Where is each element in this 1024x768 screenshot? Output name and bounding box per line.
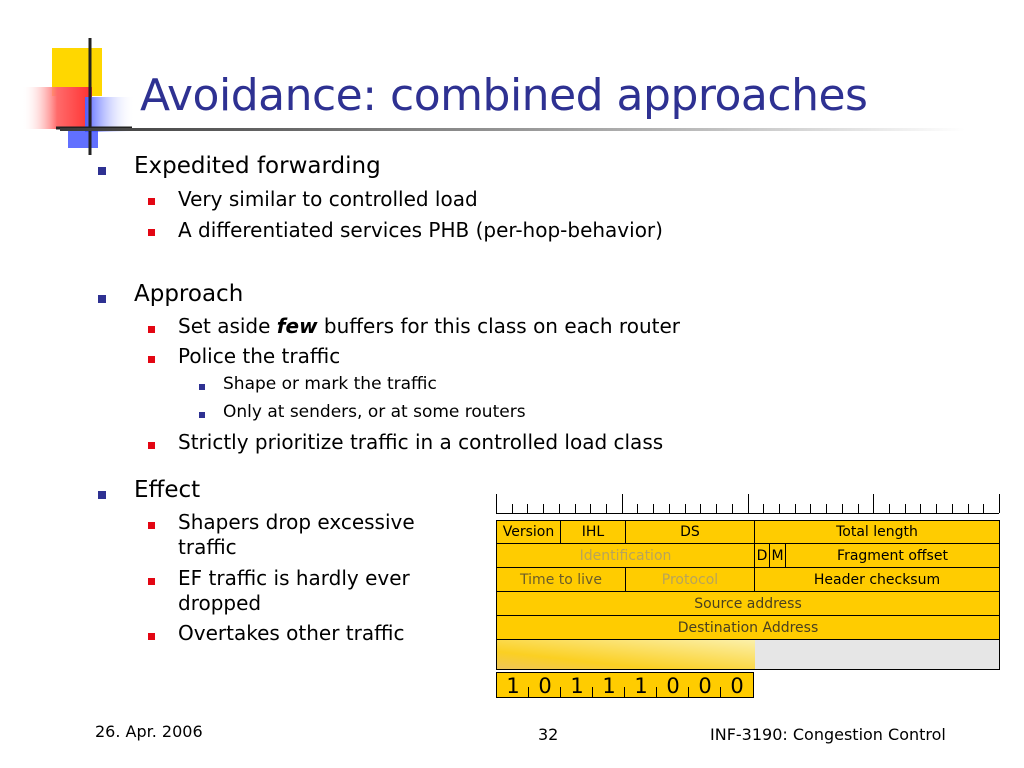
bullet-approach: Approach (134, 281, 244, 307)
header-row-2 (496, 544, 1000, 568)
ruler-tick (527, 504, 528, 513)
options-row (496, 640, 1000, 670)
ruler-tick (637, 504, 638, 513)
ruler-tick (653, 504, 654, 513)
bit-5: 0 (657, 673, 689, 697)
bullet-ef-hardly-dropped: EF traffic is hardly ever (178, 566, 410, 590)
bullet-overtakes: Overtakes other traffic (178, 621, 405, 645)
options-shade (497, 640, 755, 669)
ruler-tick (669, 504, 670, 513)
ds-bit-pattern (496, 672, 754, 698)
field-mf-flag: M (770, 544, 786, 567)
field-fragment-offset: Fragment offset (837, 547, 948, 564)
ruler-tick (873, 494, 874, 513)
ruler-tick (763, 504, 764, 513)
sub-bullet-marker (148, 356, 155, 363)
ruler-tick (952, 504, 953, 513)
ruler-tick (700, 504, 701, 513)
sub-bullet-marker (148, 578, 155, 585)
ruler-tick (983, 504, 984, 513)
ruler-tick (622, 494, 623, 513)
ruler-tick (968, 504, 969, 513)
ip-header-diagram (486, 494, 1022, 702)
bullet-ef-hardly-dropped-cont: dropped (178, 591, 262, 615)
ruler-tick (575, 504, 576, 513)
header-row-5 (496, 616, 1000, 640)
slide-title: Avoidance: combined approaches (140, 70, 868, 121)
bit-4: 1 (625, 673, 657, 697)
title-divider (60, 128, 965, 131)
header-row-4 (496, 592, 1000, 616)
sub-sub-bullet-marker (199, 412, 205, 418)
sub-sub-bullet-marker (199, 384, 205, 390)
sub-bullet-marker (148, 326, 155, 333)
ruler-tick (496, 494, 497, 513)
ruler-tick (826, 504, 827, 513)
footer-date: 26. Apr. 2006 (95, 722, 203, 741)
bullet-marker (98, 167, 106, 175)
ruler-tick (795, 504, 796, 513)
bit-2: 1 (561, 673, 593, 697)
sub-bullet-marker (148, 522, 155, 529)
header-row-3 (496, 568, 1000, 592)
field-version: Version (497, 521, 561, 543)
ruler-tick (559, 504, 560, 513)
header-row-1 (496, 520, 1000, 544)
ruler-tick (842, 504, 843, 513)
sub-bullet-marker (148, 198, 155, 205)
ruler-tick (858, 504, 859, 513)
ruler-tick (606, 504, 607, 513)
footer-course-title: INF-3190: Congestion Control (710, 725, 946, 744)
bit-ruler (496, 494, 999, 514)
ruler-tick (590, 504, 591, 513)
field-ds: DS (626, 521, 755, 543)
ruler-tick (905, 504, 906, 513)
bit-7: 0 (730, 674, 744, 698)
ruler-tick (716, 504, 717, 513)
ruler-tick (543, 504, 544, 513)
field-total-length: Total length (836, 524, 918, 540)
ruler-tick (889, 504, 890, 513)
field-destination-address: Destination Address (677, 619, 819, 636)
sub-bullet-marker (148, 442, 155, 449)
decorative-logo (0, 0, 140, 160)
field-protocol: Protocol (626, 568, 755, 591)
ruler-tick (920, 504, 921, 513)
bullet-ds-phb: A differentiated services PHB (per-hop-behavior) (178, 218, 663, 242)
bullet-marker (98, 491, 106, 499)
bullet-similar-controlled-load: Very similar to controlled load (178, 187, 478, 211)
bullet-marker (98, 295, 106, 303)
ruler-tick (779, 504, 780, 513)
field-identification: Identification (497, 544, 755, 567)
bullet-shapers-drop-cont: traffic (178, 535, 237, 559)
bullet-strictly-prioritize: Strictly prioritize traffic in a controlled load class (178, 430, 664, 454)
bit-6: 0 (689, 673, 721, 697)
bit-3: 1 (593, 673, 625, 697)
bullet-only-senders: Only at senders, or at some routers (223, 402, 526, 422)
bit-0: 1 (497, 673, 529, 697)
ruler-tick (748, 494, 749, 513)
text-set-aside: Set aside (178, 314, 277, 338)
field-ihl: IHL (561, 521, 626, 543)
ruler-tick (810, 504, 811, 513)
field-ttl: Time to live (497, 568, 626, 591)
field-source-address: Source address (694, 595, 802, 612)
bullet-shapers-drop: Shapers drop excessive (178, 510, 415, 534)
bullet-shape-mark: Shape or mark the traffic (223, 374, 437, 394)
ruler-tick (936, 504, 937, 513)
bullet-effect: Effect (134, 477, 201, 503)
sub-bullet-marker (148, 633, 155, 640)
emphasis-few: few (276, 314, 318, 338)
ruler-tick (512, 504, 513, 513)
field-header-checksum: Header checksum (813, 571, 941, 588)
bullet-expedited-forwarding: Expedited forwarding (134, 153, 381, 179)
ruler-tick (685, 504, 686, 513)
field-df-flag: D (755, 544, 770, 567)
ruler-tick (732, 504, 733, 513)
text-buffers-router: buffers for this class on each router (317, 314, 680, 338)
bullet-set-aside-buffers (178, 314, 680, 338)
footer-page-number: 32 (538, 725, 559, 744)
sub-bullet-marker (148, 229, 155, 236)
bullet-police-traffic: Police the traffic (178, 344, 341, 368)
header-fields (496, 520, 1000, 670)
ruler-tick (999, 494, 1000, 513)
bit-1: 0 (529, 673, 561, 697)
